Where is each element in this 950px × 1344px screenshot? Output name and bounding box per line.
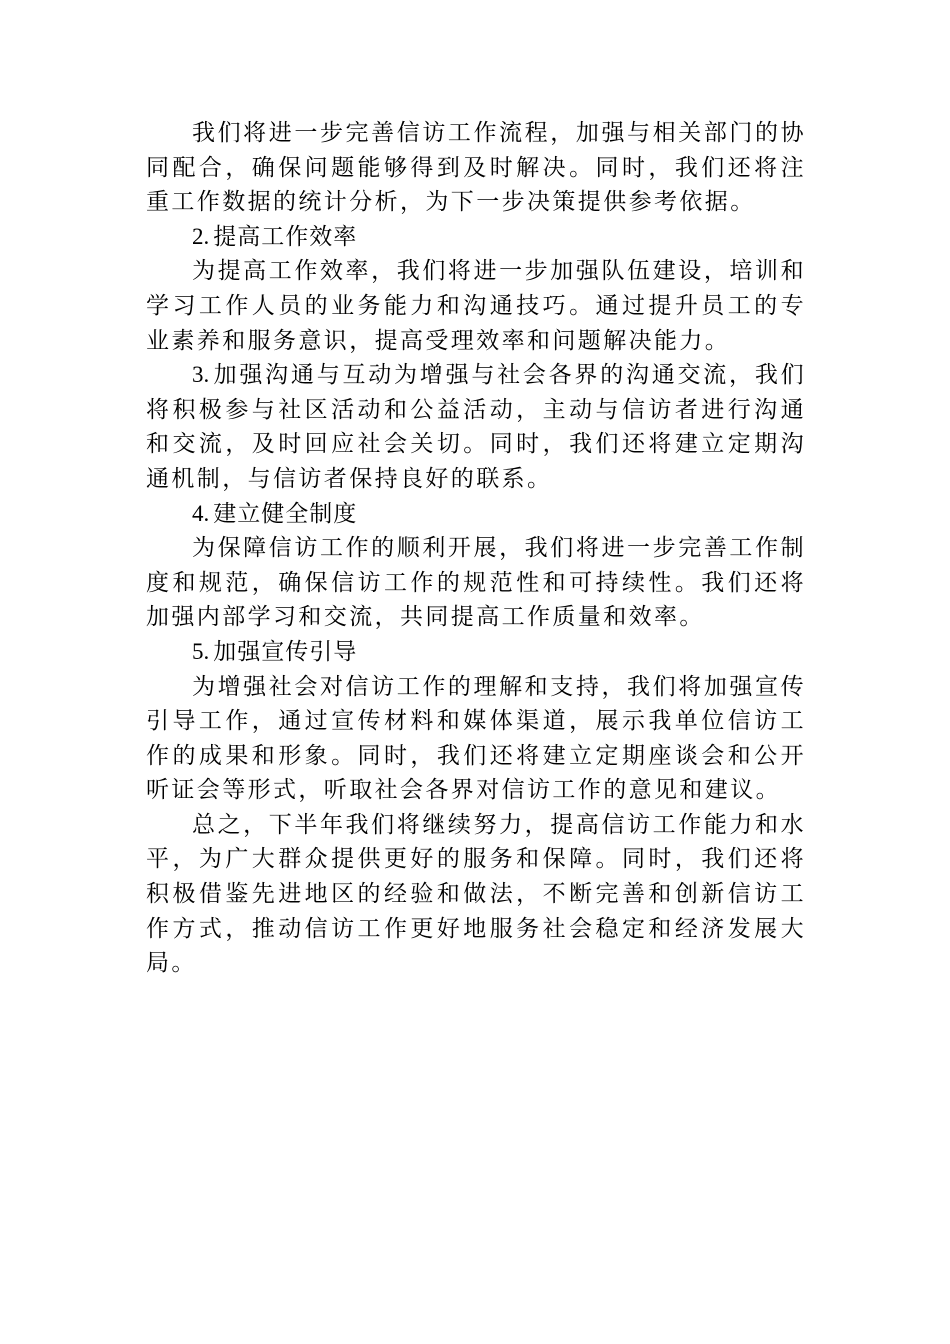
section-heading-efficiency <box>146 220 806 255</box>
paragraph-workflow: 我们将进一步完善信访工作流程，加强与相关部门的协同配合，确保问题能够得到及时解决。同时，我们还将注重工作数据的统计分析，为下一步决策提供参考依据。 <box>146 120 806 216</box>
section-number: 4. <box>192 500 210 526</box>
section-number: 3. <box>192 362 210 388</box>
section-title: 建立健全制度 <box>213 500 358 527</box>
section-title: 提高工作效率 <box>213 223 358 250</box>
section-heading-publicity <box>146 635 806 670</box>
paragraph-publicity: 为增强社会对信访工作的理解和支持，我们将加强宣传引导工作，通过宣传材料和媒体渠道，展示我单位信访工作的成果和形象。同时，我们还将建立定期座谈会和公开听证会等形式，听取社会各界对信访工作的意见和建议。 <box>146 673 806 804</box>
paragraph-efficiency: 为提高工作效率，我们将进一步加强队伍建设，培训和学习工作人员的业务能力和沟通技巧。通过提升员工的专业素养和服务意识，提高受理效率和问题解决能力。 <box>146 258 806 354</box>
section-number: 2. <box>192 223 210 249</box>
paragraph-communication-text: 加强沟通与互动为增强与社会各界的沟通交流，我们将积极参与社区活动和公益活动，主动与信访者进行沟通和交流，及时回应社会关切。同时，我们还将建立定期沟通机制，与信访者保持良好的联系。 <box>146 362 806 492</box>
section-heading-system <box>146 497 806 532</box>
section-number: 5. <box>192 638 210 664</box>
section-title: 加强宣传引导 <box>213 638 358 665</box>
paragraph-system: 为保障信访工作的顺利开展，我们将进一步完善工作制度和规范，确保信访工作的规范性和可持续性。我们还将加强内部学习和交流，共同提高工作质量和效率。 <box>146 535 806 631</box>
paragraph-communication <box>146 358 806 496</box>
document-page <box>146 116 806 981</box>
paragraph-conclusion: 总之，下半年我们将继续努力，提高信访工作能力和水平，为广大群众提供更好的服务和保障。同时，我们还将积极借鉴先进地区的经验和做法，不断完善和创新信访工作方式，推动信访工作更好地服务社会稳定和经济发展大局。 <box>146 811 806 977</box>
